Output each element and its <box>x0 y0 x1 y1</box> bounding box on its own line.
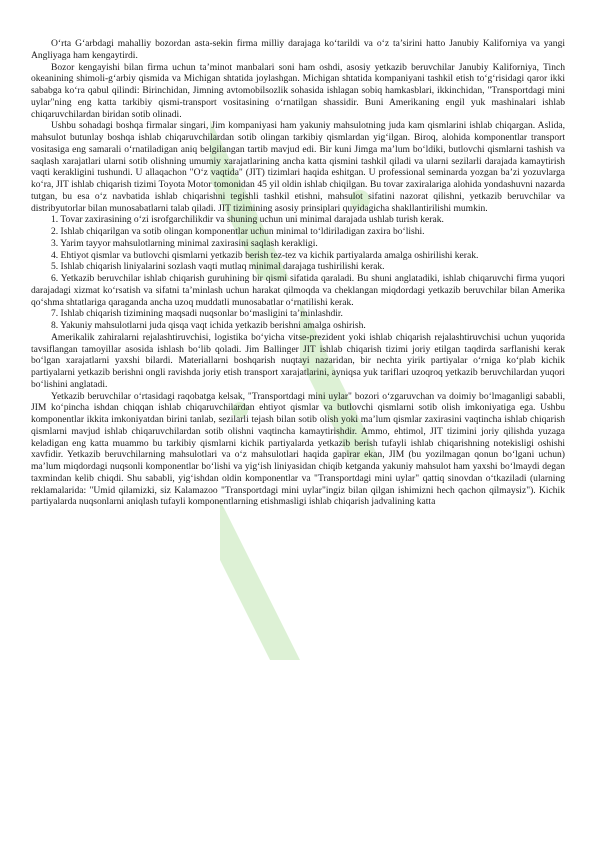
list-item: 1. Tovar zaxirasining o‘zi isrofgarchilikdir va shuning uchun uni minimal darajada ushlab turish kerak. <box>51 214 444 226</box>
list-item: 5. Ishlab chiqarish liniyalarini sozlash vaqti mutlaq minimal darajaga tushirilishi kerak. <box>51 261 385 273</box>
document-page <box>31 38 565 508</box>
list-item: 3. Yarim tayyor mahsulotlarning minimal zaxirasini saqlash kerakligi. <box>51 237 318 249</box>
paragraph: O‘rta G‘arbdagi mahalliy bozordan asta-sekin firma milliy darajaga ko‘tarildi va o‘z ta’sirini hatto Janubiy Kaliforniya va yangi Angliyaga ham kengaytirdi. <box>31 38 565 61</box>
list-item: 6. Yetkazib beruvchilar ishlab chiqarish guruhining bir qismi sifatida qaraladi. Bu shuni anglatadiki, ishlab chiqaruvchi firma yuqori darajadagi xizmat ko‘rsatish va sifatni ta’minlash uchun harakat qilmoqda va cheklangan miqdordagi yetkazib beruvchilar bilan Amerika qo‘shma shtatlariga qaraganda ancha uzoq muddatli munosabatlar o‘rnatilishi kerak. <box>31 273 565 308</box>
paragraph: Amerikalik zahiralarni rejalashtiruvchisi, logistika bo‘yicha vitse-prezident yoki ishlab chiqarish rejalashtiruvchisi uchun yuqorida tavsiflangan tamoyillar asosida ishlash bo‘lib qoladi. Jim Ballinger JIT ishlab chiqarish tizimi joriy etilgan taqdirda sarflanishi kerak bo‘lgan xarajatlarni yaxshi bilardi. Materiallarni boshqarish nuqtayi nazaridan, bir nechta yirik partiyalar o‘rniga ko‘plab kichik partiyalarni yetkazib berishni ongli ravishda joriy etish transport xarajatlarini, ayniqsa yuk tariflari uzoqroq yetkazib beruvchilardan yuqori bo‘lishini anglatadi. <box>31 331 565 390</box>
list-item: 2. Ishlab chiqarilgan va sotib olingan komponentlar uchun minimal to‘ldiriladigan zaxira bo‘lishi. <box>51 226 425 237</box>
list-item: 4. Ehtiyot qismlar va butlovchi qismlarni yetkazib berish tez-tez va kichik partiyalarda amalga oshirilishi kerak. <box>51 249 479 261</box>
list-item: 7. Ishlab chiqarish tizimining maqsadi nuqsonlar bo‘masligini ta’minlashdir. <box>51 308 343 320</box>
paragraph: Bozor kengayishi bilan firma uchun ta’minot manbalari soni ham oshdi, asosiy yetkazib beruvchilar Janubiy Kaliforniya, Tinch okeanining shimoli-g‘arbiy qismida va Michigan shtatida joylashgan. Michigan shtatida kompaniyani tashkil etish to‘g‘risidagi qaror ikki sababga ko‘ra qabul qilindi: Birinchidan, Jimning avtomobilsozlik sohasida ishlagan sobiq hamkasblari, ikkinchidan, "Transportdagi mini uylar"ning eng katta tarkibiy qismi-transport vositasining o‘rnatilgan shassidir. Buni Amerikaning engil yuk mashinalari ishlab chiqaruvchilardan biridan sotib olinadi. <box>31 61 565 120</box>
paragraph: Ushbu sohadagi boshqa firmalar singari, Jim kompaniyasi ham yakuniy mahsulotning juda kam qismlarini ishlab chiqargan. Aslida, mahsulot butunlay boshqa ishlab chiqaruvchilardan sotib olingan tarkibiy qismlardan yig‘ilgan. Biroq, alohida komponentlar transport vositasiga eng samarali o‘rnatiladigan aniq belgilangan tartib mavjud edi. Bir kuni Jimga ma’lum bo‘ldiki, butlovchi qismlarni tashish va saqlash xarajatlari ularni sotib olishning umumiy xarajatlarining ancha katta qismini tashkil qiladi va ularni sezilarli darajada kamaytirish vaqti kerakligini tushundi. U allaqachon "O‘z vaqtida" (JIT) tizimlari haqida eshitgan. U professional seminarda yozgan ba’zi yozuvlarga ko‘ra, JIT ishlab chiqarish tizimi Toyota Motor tomonidan 45 yil oldin ishlab chiqilgan. Bu tovar zaxiralariga alohida yondashuvni nazarda tutgan, bu esa o‘z navbatida ishlab chiqarishni tegishli tashkil etishni, mahsulot sifatini nazorat qilishni, yetkazib beruvchilar va distribyutorlar bilan munosabatlarni talab qiladi. JIT tizimining asosiy prinsiplari quyidagicha shakllantirilishi mumkin. <box>31 120 565 214</box>
list-item: 8. Yakuniy mahsulotlarni juda qisqa vaqt ichida yetkazib berishni amalga oshirish. <box>51 320 366 331</box>
paragraph: Yetkazib beruvchilar o‘rtasidagi raqobatga kelsak, "Transportdagi mini uylar" bozori o‘zgaruvchan va doimiy bo‘lmaganligi sababli, JIM ko‘pincha ishdan chiqqan ishlab chiqaruvchilardan ehtiyot qismlar va butlovchi qismlarni sotib olish imkoniyatiga ega. Ushbu komponentlar ikkita imkoniyatdan birini tanlab, sezilarli tejash bilan sotib olish yoki ma’lum qismlar zaxirasini vaqtincha ishlab chiqarish qismlarni mavjud ishlab chiqaruvchilardan sotib olishni vaqtincha kamaytirishdir. Ammo, ehtimol, JIT tizimini joriy qilishda yuzaga keladigan eng katta muammo bu tarkibiy qismlarni kichik partiyalarda yetkazib berish tufayli ishlab chiqarishning notekisligi oshishi xavfidir. Yetkazib beruvchilarning mahsulotlari va o‘z mahsulotlari haqida gapirar ekan, JIM (bu yozilmagan qonun bo‘lgani uchun) ma’lum miqdordagi nuqsonli komponentlar bo‘lishi va yig‘ish liniyasidan chiqib ketganda yakuniy mahsulot ham yaxshi bo‘lmaydi degan taxmindan kelib chiqdi. Shu sababli, yig‘ishdan oldin komponentlar va "Transportdagi mini uylar" qattiq sinovdan o‘tkaziladi (ularning reklamalarida: "Umid qilamizki, siz Kalamazoo "Transportdagi mini uylar"ingiz bilan qilgan ishimizni hech qachon qilmaysiz"). Kichik partiyalarda nuqsonlarni aniqlash tufayli komponentlarning etishmasligi ishlab chiqarish jadvalining katta <box>31 390 565 508</box>
